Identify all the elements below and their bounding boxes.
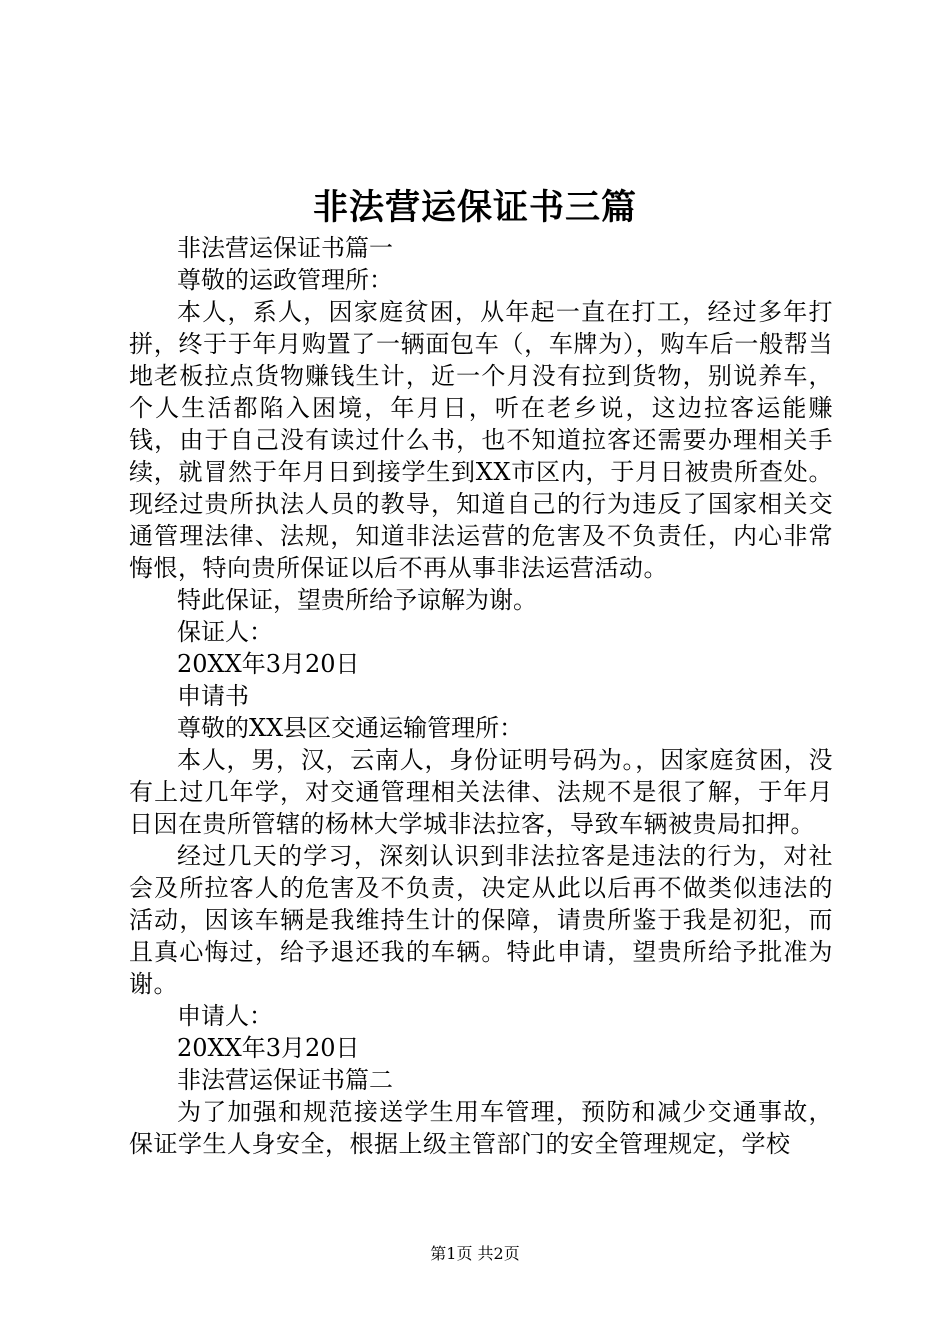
- date-2: 20XX年3月20日: [177, 1034, 360, 1062]
- salutation-1: 尊敬的运政管理所：: [177, 266, 393, 294]
- closing-1: 特此保证，望贵所给予谅解为谢。: [177, 586, 537, 614]
- document-body: [129, 232, 833, 1160]
- salutation-2: 尊敬的XX县区交通运输管理所：: [177, 714, 524, 742]
- paragraph-3: 经过几天的学习，深刻认识到非法拉客是违法的行为，对社会及所拉客人的危害及不负责，决定从此以后再不做类似违法的活动，因该车辆是我维持生计的保障，请贵所鉴于我是初犯，而且真心悔过，给予退还我的车辆。特此申请，望贵所给予批准为谢。: [129, 842, 833, 998]
- paragraph-2: 本人，男，汉，云南人，身份证明号码为。，因家庭贫困，没有上过几年学，对交通管理相关法律、法规不是很了解，于年月日因在贵所管辖的杨林大学城非法拉客，导致车辆被贵局扣押。: [129, 746, 833, 838]
- date-1: 20XX年3月20日: [177, 650, 360, 678]
- paragraph-4: 为了加强和规范接送学生用车管理，预防和减少交通事故，保证学生人身安全，根据上级主管部门的安全管理规定，学校: [129, 1098, 833, 1158]
- paragraph-1: 本人，系人，因家庭贫困，从年起一直在打工，经过多年打拼，终于于年月购置了一辆面包车（，车牌为），购车后一般帮当地老板拉点货物赚钱生计，近一个月没有拉到货物，别说养车，个人生活都陷入困境，年月日，听在老乡说，这边拉客运能赚钱，由于自己没有读过什么书，也不知道拉客还需要办理相关手续，就冒然于年月日到接学生到XX市区内，于月日被贵所查处。现经过贵所执法人员的教导，知道自己的行为违反了国家相关交通管理法律、法规，知道非法运营的危害及不负责任，内心非常悔恨，特向贵所保证以后不再从事非法运营活动。: [129, 298, 833, 582]
- document-title: 非法营运保证书三篇: [312, 187, 637, 228]
- heading-2: 申请书: [177, 682, 249, 710]
- signer-2: 申请人：: [177, 1002, 273, 1030]
- page-footer: 第1页 共2页: [430, 1244, 520, 1263]
- section-heading-1: 非法营运保证书篇一: [177, 234, 393, 262]
- section-heading-2: 非法营运保证书篇二: [177, 1066, 393, 1094]
- signer-1: 保证人：: [177, 618, 273, 646]
